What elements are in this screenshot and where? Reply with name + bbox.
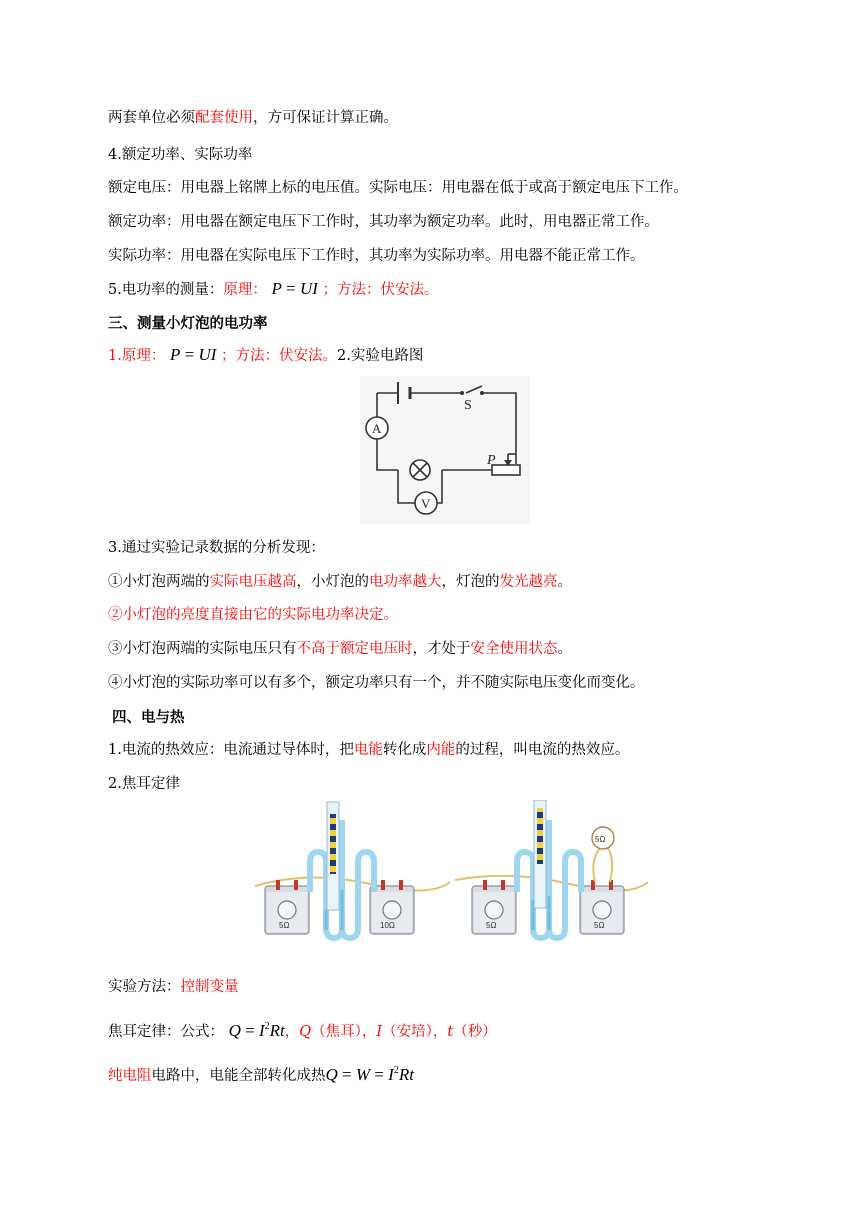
highlight-text: 纯电阻 bbox=[108, 1068, 152, 1084]
switch-label: S bbox=[464, 398, 472, 413]
highlight-text: 控制变量 bbox=[180, 979, 239, 995]
line-analysis-heading: 3.通过实验记录数据的分析发现： bbox=[108, 540, 325, 556]
text: 。 bbox=[557, 641, 572, 657]
highlight-text: 安全使用状态 bbox=[470, 641, 558, 657]
text: 。 bbox=[557, 574, 572, 590]
formula: P = UI bbox=[271, 279, 318, 298]
line-principle bbox=[108, 345, 423, 366]
formula: $Q = W = I^2Rt$ bbox=[325, 1065, 414, 1084]
text: 2.实验电路图 bbox=[337, 348, 424, 364]
text: 电路中，电能全部转化成热 bbox=[151, 1068, 326, 1084]
right-resistor-2-label: 5Ω bbox=[594, 921, 605, 930]
highlight-text: 电能 bbox=[353, 742, 383, 758]
text: 的过程，叫电流的热效应。 bbox=[455, 742, 630, 758]
external-resistor-label: 5Ω bbox=[595, 835, 606, 844]
text: 1.电流的热效应：电流通过导体时，把 bbox=[108, 742, 354, 758]
text: 5.电功率的测量： bbox=[108, 282, 224, 298]
left-resistor-1-label: 5Ω bbox=[279, 921, 290, 930]
line-units-note bbox=[108, 108, 398, 128]
highlight-text: 不高于额定电压时 bbox=[296, 641, 413, 657]
line-heat-effect bbox=[108, 740, 629, 760]
line-joule-formula bbox=[108, 1017, 497, 1042]
right-resistor-1-label: 5Ω bbox=[486, 921, 497, 930]
formula: $Q = I^2Rt$ bbox=[228, 1021, 285, 1040]
rheostat-icon bbox=[492, 465, 520, 475]
line-finding-4: ④小灯泡的实际功率可以有多个，额定功率只有一个，并不随实际电压变化而变化。 bbox=[108, 675, 645, 691]
highlight-text: 电功率越大 bbox=[369, 574, 442, 590]
line-power-measurement bbox=[108, 279, 439, 300]
highlight-text: 发光越亮 bbox=[499, 574, 558, 590]
highlight-text: ；方法：伏安法。 bbox=[322, 282, 439, 298]
text: ①小灯泡两端的 bbox=[108, 574, 210, 590]
heading-rated-actual-power: 4.额定功率、实际功率 bbox=[108, 147, 253, 163]
highlight-text: 原理： bbox=[223, 282, 267, 298]
text: 实验方法： bbox=[108, 979, 181, 995]
text: ③小灯泡两端的实际电压只有 bbox=[108, 641, 297, 657]
line-pure-resistor bbox=[108, 1061, 414, 1086]
ammeter-label: A bbox=[372, 421, 382, 436]
highlight-text: 1.原理： bbox=[108, 348, 166, 364]
left-setup bbox=[255, 802, 450, 938]
text: ，才处于 bbox=[412, 641, 471, 657]
voltmeter-label: V bbox=[421, 496, 431, 511]
line-joule-law-heading: 2.焦耳定律 bbox=[108, 776, 180, 792]
formula: P = UI bbox=[169, 345, 217, 364]
slider-label: P bbox=[487, 453, 496, 468]
highlight-text: ；方法：伏安法。 bbox=[221, 348, 337, 364]
line-rated-power: 额定功率：用电器在额定电压下工作时，其功率为额定功率。此时，用电器正常工作。 bbox=[108, 214, 659, 230]
right-setup bbox=[455, 800, 648, 938]
text: 转化成 bbox=[382, 742, 427, 758]
highlight-text: 实际电压越高 bbox=[209, 574, 297, 590]
line-finding-3 bbox=[108, 639, 572, 659]
highlight-text: 内能 bbox=[426, 742, 456, 758]
left-resistor-2-label: 10Ω bbox=[380, 921, 395, 930]
text: ，方可保证计算正确。 bbox=[253, 110, 398, 126]
circuit-diagram bbox=[360, 376, 530, 524]
section-heading-3: 三、测量小灯泡的电功率 bbox=[108, 315, 268, 332]
highlight-text: 配套使用 bbox=[195, 110, 253, 126]
section-heading-4: 四、电与热 bbox=[112, 709, 185, 726]
line-rated-voltage: 额定电压：用电器上铭牌上标的电压值。实际电压：用电器在低于或高于额定电压下工作。 bbox=[108, 180, 688, 196]
units: ，Q（焦耳），I（安培），t（秒） bbox=[284, 1024, 497, 1040]
text: ，小灯泡的 bbox=[296, 574, 369, 590]
line-finding-1 bbox=[108, 572, 572, 592]
line-method bbox=[108, 977, 239, 997]
text: 两套单位必须 bbox=[108, 110, 195, 126]
text: 焦耳定律：公式： bbox=[108, 1024, 224, 1040]
joule-experiment-figure bbox=[250, 800, 650, 950]
text: ，灯泡的 bbox=[441, 574, 500, 590]
line-actual-power: 实际功率：用电器在实际电压下工作时，其功率为实际功率。用电器不能正常工作。 bbox=[108, 248, 645, 264]
line-finding-2: ②小灯泡的亮度直接由它的实际电功率决定。 bbox=[108, 607, 398, 623]
